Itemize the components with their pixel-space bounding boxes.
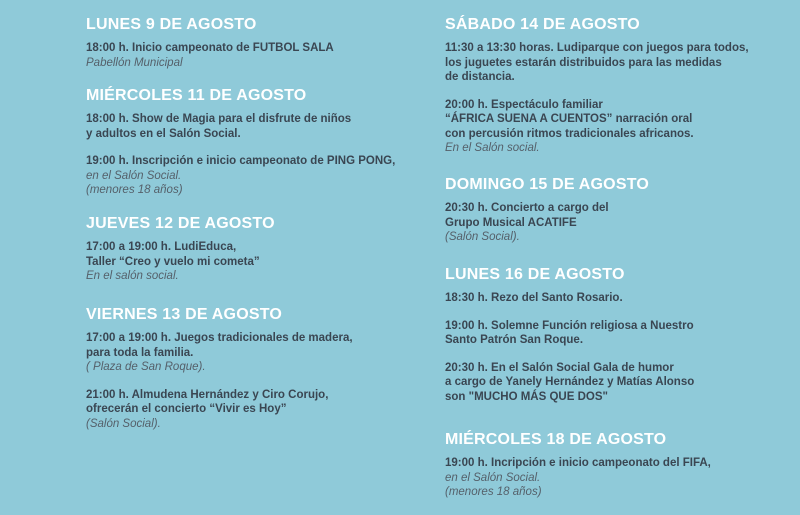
- event-entry: [86, 331, 353, 375]
- event-text: 20:00 h. Espectáculo familiar: [445, 98, 603, 111]
- event-location: (menores 18 años): [445, 486, 542, 498]
- event-text: con percusión ritmos tradicionales africanos.: [445, 127, 694, 140]
- event-entry: [445, 41, 749, 85]
- event-text: 18:00 h. Inicio campeonato de FUTBOL SALA: [86, 42, 334, 54]
- event-text: 17:00 a 19:00 h. Juegos tradicionales de madera,: [86, 332, 353, 344]
- event-text: “ÁFRICA SUENA A CUENTOS” narración oral: [445, 113, 693, 125]
- event-text: son "MUCHO MÁS QUE DOS": [445, 390, 608, 403]
- event-text: 18:30 h. Rezo del Santo Rosario.: [445, 292, 623, 304]
- event-location: (menores 18 años): [86, 184, 183, 196]
- event-text: y adultos en el Salón Social.: [86, 127, 241, 140]
- event-text: 18:00 h. Show de Magia para el disfrute de niños: [86, 113, 352, 125]
- event-text: Taller “Creo y vuelo mi cometa”: [86, 255, 260, 268]
- event-text: a cargo de Yanely Hernández y Matías Alonso: [445, 376, 695, 388]
- event-entry: [86, 388, 353, 432]
- event-text: 20:30 h. Concierto a cargo del: [445, 202, 609, 214]
- event-text: 17:00 a 19:00 h. LudiEduca,: [86, 241, 237, 253]
- event-entry: [445, 361, 694, 405]
- day-section: [86, 214, 275, 284]
- day-heading: MIÉRCOLES 18 DE AGOSTO: [445, 431, 667, 448]
- event-text: 19:00 h. Inscripción e inicio campeonato de PING PONG,: [86, 155, 396, 167]
- event-location: (Salón Social).: [86, 417, 161, 430]
- day-heading: LUNES 9 DE AGOSTO: [86, 16, 257, 33]
- day-heading: VIERNES 13 DE AGOSTO: [86, 306, 283, 323]
- event-text: 11:30 a 13:30 horas. Ludiparque con juegos para todos,: [445, 42, 749, 54]
- event-location: (Salón Social).: [445, 231, 520, 243]
- event-location: Pabellón Municipal: [86, 56, 183, 69]
- event-text: los juguetes estarán distribuidos para las medidas: [445, 56, 722, 69]
- event-text: 19:00 h. Solemne Función religiosa a Nuestro: [445, 319, 694, 332]
- event-text: 19:00 h. Incripción e inicio campeonato del FIFA,: [445, 457, 711, 469]
- day-section: [86, 305, 353, 431]
- day-section: [86, 15, 334, 70]
- event-entry: [445, 456, 711, 500]
- event-text: 21:00 h. Almudena Hernández y Ciro Corujo,: [86, 388, 329, 401]
- event-text: 20:30 h. En el Salón Social Gala de humor: [445, 361, 674, 374]
- event-entry: [86, 154, 395, 198]
- event-location: en el Salón Social.: [86, 169, 182, 182]
- event-entry: [86, 240, 275, 284]
- event-entry: [445, 319, 694, 348]
- event-location: ( Plaza de San Roque).: [86, 361, 206, 373]
- day-section: [86, 86, 395, 198]
- event-text: Grupo Musical ACATIFE: [445, 216, 577, 229]
- event-entry: [445, 291, 694, 306]
- day-heading: DOMINGO 15 DE AGOSTO: [445, 176, 650, 193]
- event-location: En el salón social.: [86, 270, 179, 282]
- event-entry: [86, 112, 395, 141]
- event-text: para toda la familia.: [86, 346, 194, 359]
- event-text: Santo Patrón San Roque.: [445, 334, 584, 346]
- day-heading: SÁBADO 14 DE AGOSTO: [445, 16, 640, 33]
- event-location: en el Salón Social.: [445, 471, 541, 484]
- event-text: ofrecerán el concierto “Vivir es Hoy”: [86, 403, 287, 415]
- event-entry: [445, 201, 649, 245]
- event-location: En el Salón social.: [445, 142, 540, 154]
- day-section: [445, 265, 694, 404]
- event-entry: [445, 98, 749, 156]
- day-heading: MIÉRCOLES 11 DE AGOSTO: [86, 87, 307, 104]
- event-text: de distancia.: [445, 71, 515, 83]
- day-heading: JUEVES 12 DE AGOSTO: [86, 215, 275, 232]
- day-section: [445, 15, 749, 156]
- day-heading: LUNES 16 DE AGOSTO: [445, 266, 625, 283]
- day-section: [445, 430, 711, 500]
- event-entry: [86, 41, 334, 70]
- day-section: [445, 175, 649, 245]
